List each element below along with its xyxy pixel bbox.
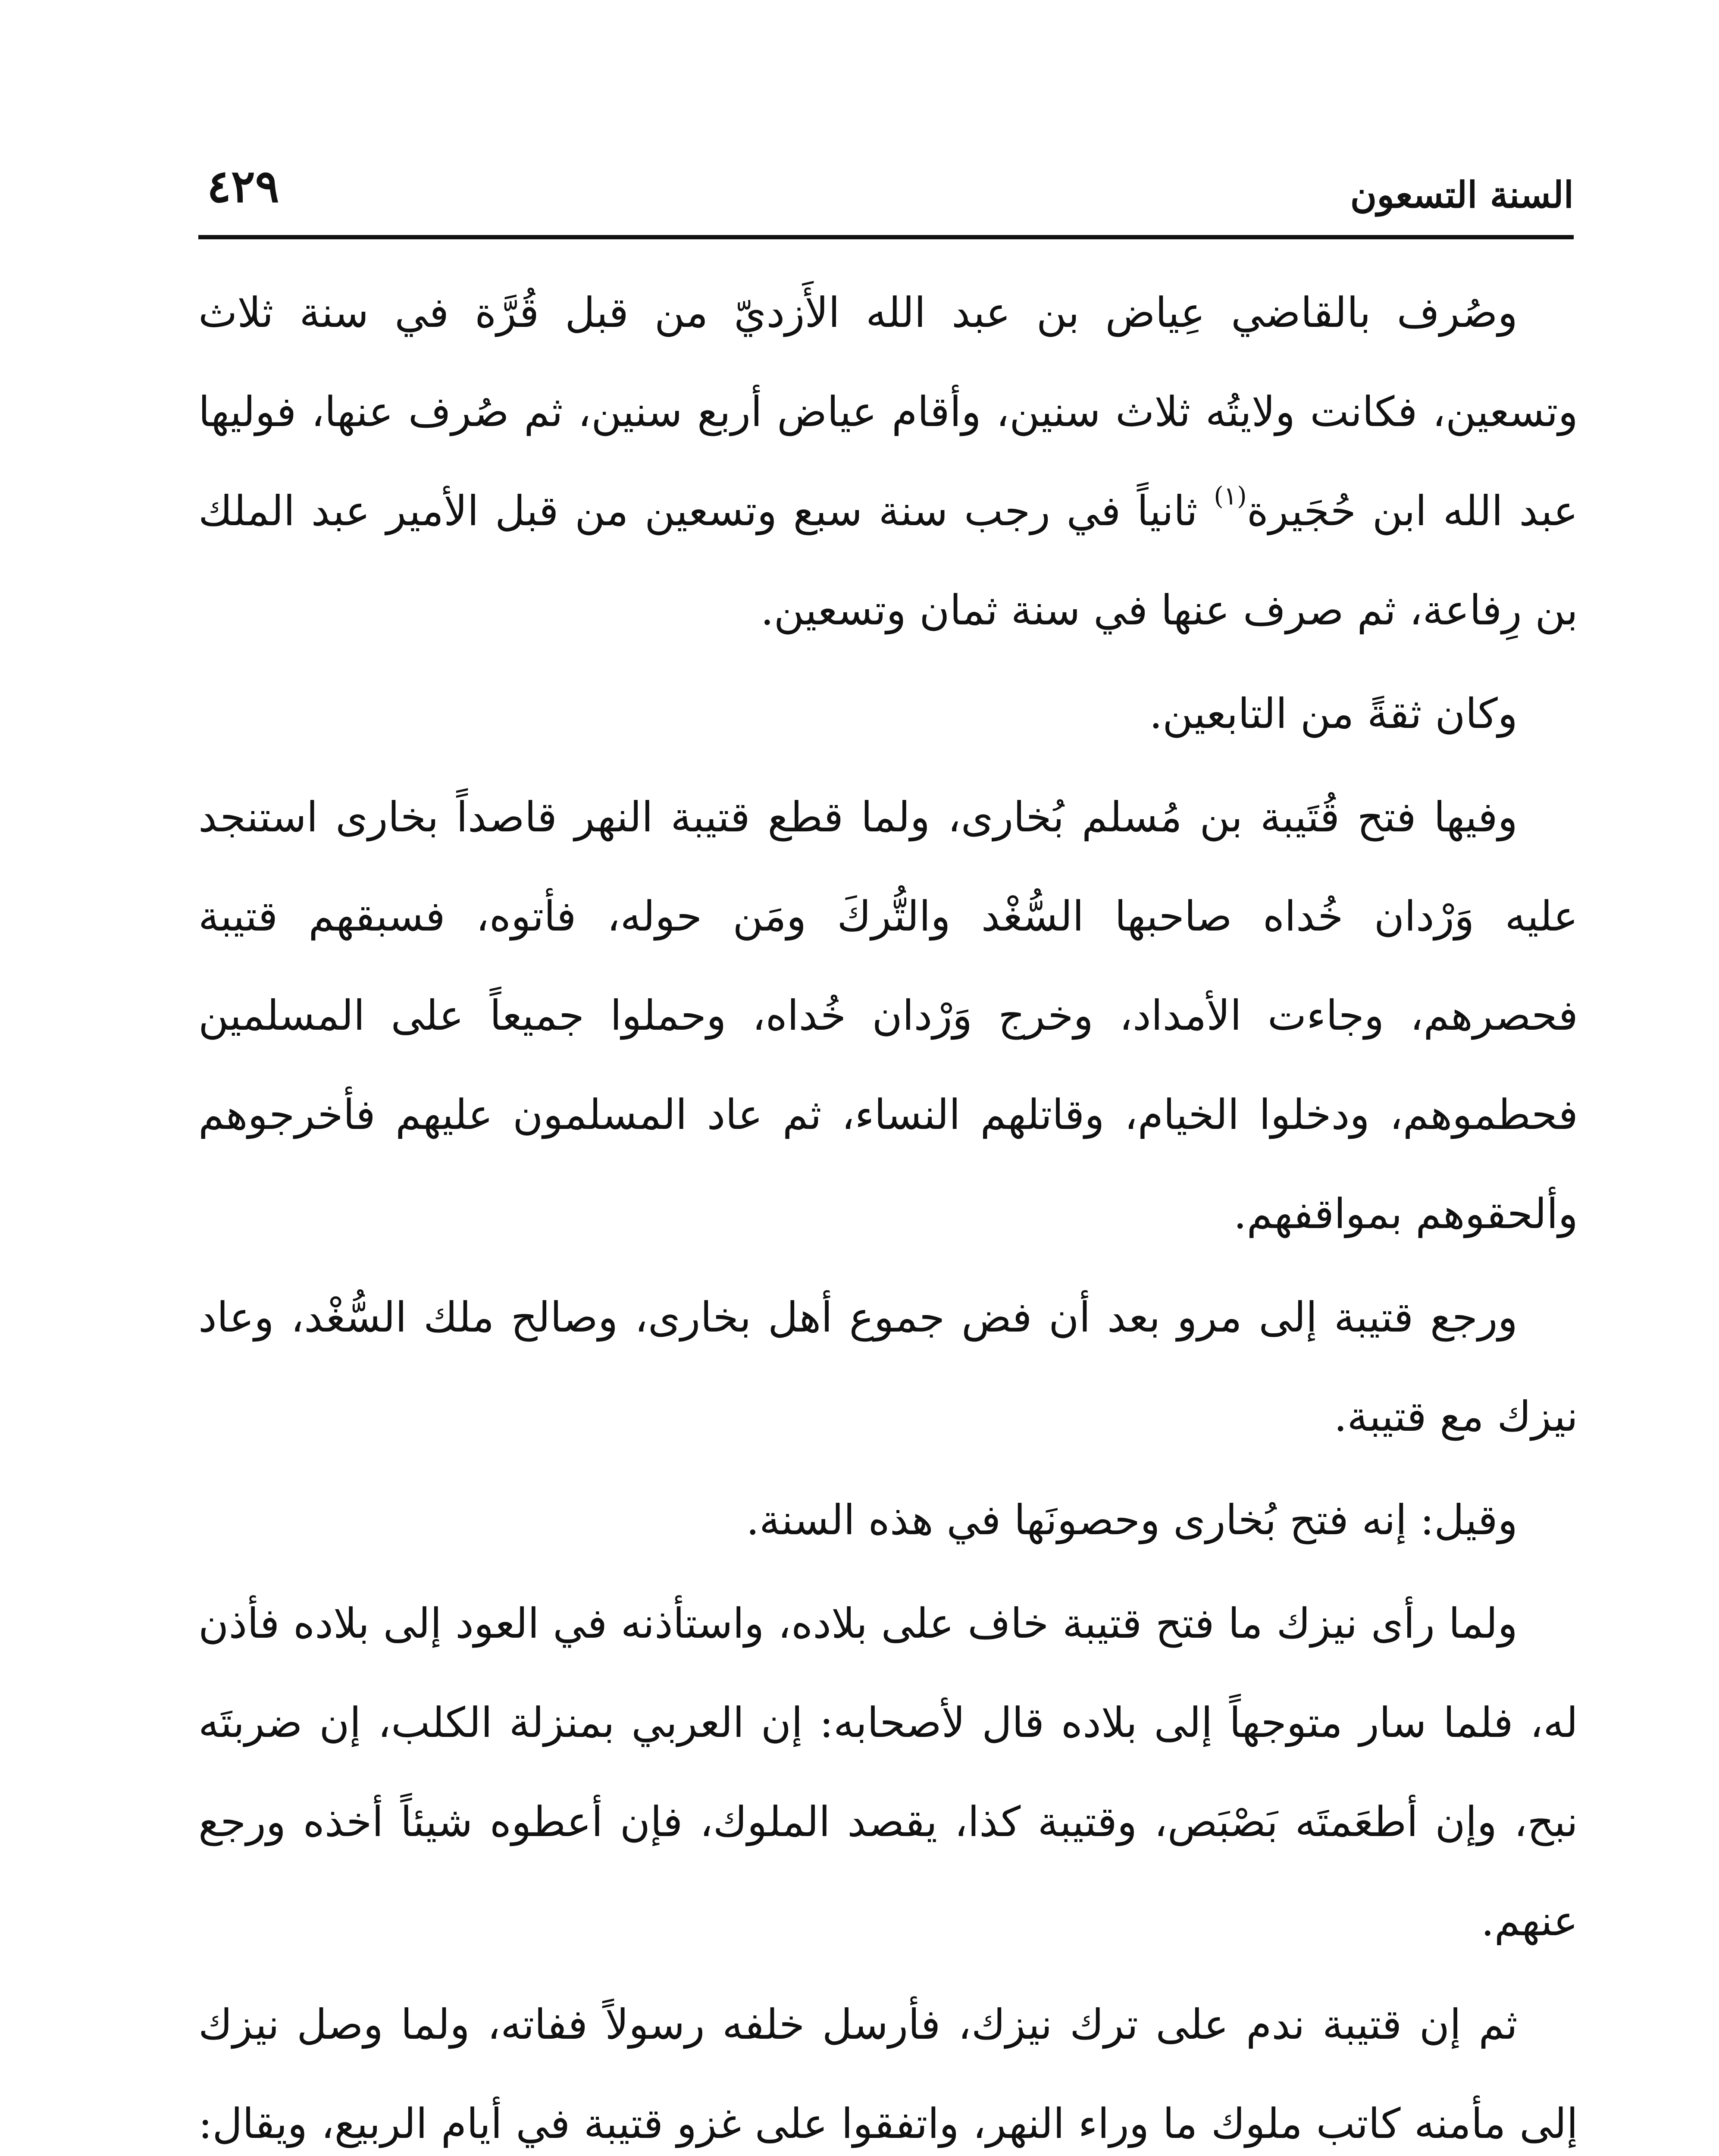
header-rule: [198, 235, 1574, 239]
paragraph-4: ورجع قتيبة إلى مرو بعد أن فض جموع أهل بخارى، وصالح ملك السُّغْد، وعاد نيزك مع قتيبة.: [198, 1293, 1578, 1441]
paragraph-5: وقيل: إنه فتح بُخارى وحصونَها في هذه السنة.: [746, 1496, 1518, 1544]
page-header: [198, 160, 1574, 216]
main-text: [198, 263, 1578, 2156]
paragraph-1-text-b: ثانياً في رجب سنة سبع وتسعين من قبل الأمير عبد الملك بن رِفاعة، ثم صرف عنها في سنة ثمان وتسعين.: [198, 487, 1578, 634]
paragraph-1: [198, 263, 1578, 660]
footnote-ref-1: (١): [1214, 481, 1247, 511]
paragraph-3: وفيها فتح قُتَيبة بن مُسلم بُخارى، ولما قطع قتيبة النهر قاصداً بخارى استنجد عليه وَرْدان خُداه صاحبها السُّغْد والتُّركَ ومَن حوله، فأتوه، فسبقهم قتيبة فحصرهم، وجاءت الأمداد، وخرج وَرْدان خُداه، وحملوا جميعاً على المسلمين فحطموهم، ودخلوا الخيام، وقاتلهم النساء، ثم عاد المسلمون عليهم فأخرجوهم وألحقوهم بمواقفهم.: [198, 793, 1578, 1238]
page-number: ٤٢٩: [207, 160, 279, 213]
paragraph-7: [198, 1975, 1578, 2156]
running-title: السنة التسعون: [1350, 173, 1574, 216]
paragraph-2: وكان ثقةً من التابعين.: [1149, 689, 1518, 738]
paragraph-1-text-a: وصُرف بالقاضي عِياض بن عبد الله الأَزديّ من قبل قُرَّة في سنة ثلاث وتسعين، فكانت ولايتُه ثلاث سنين، وأقام عياض أربع سنين، ثم صُرف عنها، فوليها عبد الله ابن حُجَيرة: [198, 288, 1578, 535]
paragraph-6: ولما رأى نيزك ما فتح قتيبة خاف على بلاده، واستأذنه في العود إلى بلاده فأذن له، فلما سار متوجهاً إلى بلاده قال لأصحابه: إن العربي بمنزلة الكلب، إن ضربتَه نبح، وإن أطعَمتَه بَصْبَص، وقتيبة كذا، يقصد الملوك، فإن أعطوه شيئاً أخذه ورجع عنهم.: [198, 1599, 1578, 1945]
paragraph-7-text-a: ثم إن قتيبة ندم على ترك نيزك، فأرسل خلفه رسولاً ففاته، ولما وصل نيزك إلى مأمنه كاتب ملوك ما وراء النهر، واتفقوا على غزو قتيبة في أيام الربيع، ويقال:: [198, 2000, 1578, 2148]
